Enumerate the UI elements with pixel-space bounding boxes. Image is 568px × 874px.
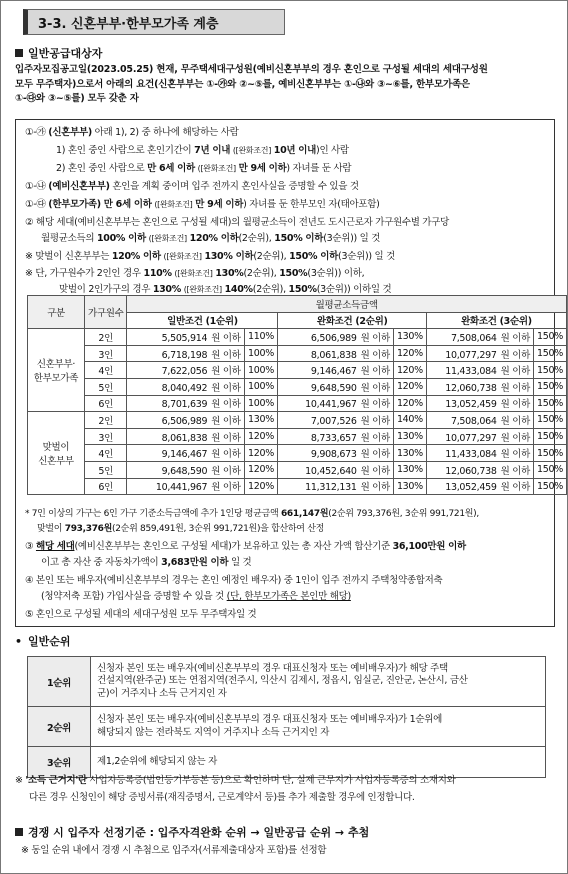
amount-cell: 8,701,639 원 이하 xyxy=(127,395,244,412)
members-cell: 4인 xyxy=(84,445,127,462)
percent-cell: 150% xyxy=(533,345,566,362)
percent-cell: 150% xyxy=(533,395,566,412)
header-cond-2: 완화조건 (2순위) xyxy=(278,312,426,329)
amount-cell: 13,052,459 원 이하 xyxy=(426,478,533,495)
ranking-table xyxy=(27,656,546,778)
note-seven-plus: * 7인 이상의 가구는 6인 가구 기준소득금액에 추가 1인당 평균금액 661,147원(2순위 793,376원, 3순위 991,721원), xyxy=(25,509,479,519)
percent-cell: 150% xyxy=(533,329,566,346)
amount-cell: 8,061,838 원 이하 xyxy=(278,345,393,362)
table-row xyxy=(28,362,567,379)
req-single-parent: ①-㉰ (한부모가족) 만 6세 이하 ([완화조건] 만 9세 이하) 자녀를 둔 한부모인 자(태아포함) xyxy=(25,199,380,210)
table-row xyxy=(28,412,567,429)
group-label: 맞벌이 신혼부부 xyxy=(28,412,85,495)
req-child-age: 2) 혼인 중인 사람으로 만 6세 이하 ([완화조건] 만 9세 이하) 자녀를 둔 사람 xyxy=(56,163,352,174)
selection-note: ※ 동일 순위 내에서 경쟁 시 추첨으로 입주자(서류제출대상자 포함)를 선정함 xyxy=(21,845,327,856)
req-assets: ③ 해당 세대(예비신혼부부는 혼인으로 구성될 세대)가 보유하고 있는 총 자산 가액 합산기준 36,100만원 이하 xyxy=(25,541,466,552)
percent-cell: 100% xyxy=(244,345,278,362)
square-bullet-icon xyxy=(15,828,23,836)
header-cond-3: 완화조건 (3순위) xyxy=(426,312,566,329)
amount-cell: 10,441,967 원 이하 xyxy=(278,395,393,412)
amount-cell: 6,718,198 원 이하 xyxy=(127,345,244,362)
members-cell: 6인 xyxy=(84,478,127,495)
percent-cell: 100% xyxy=(244,378,278,395)
percent-cell: 150% xyxy=(533,428,566,445)
header-members: 가구원수 xyxy=(84,296,127,329)
table-row xyxy=(28,478,567,495)
rank-row xyxy=(28,707,546,747)
note-dual: 맞벌이 793,376원(2순위 859,491원, 3순위 991,721원)을 합산하여 산정 xyxy=(37,524,325,534)
percent-cell: 100% xyxy=(244,362,278,379)
percent-cell: 130% xyxy=(393,428,426,445)
amount-cell: 12,060,738 원 이하 xyxy=(426,461,533,478)
amount-cell: 11,433,084 원 이하 xyxy=(426,445,533,462)
percent-cell: 130% xyxy=(244,412,278,429)
amount-cell: 7,007,526 원 이하 xyxy=(278,412,393,429)
table-row xyxy=(28,329,567,346)
percent-cell: 120% xyxy=(244,428,278,445)
req-income: ② 해당 세대(예비신혼부부는 혼인으로 구성될 세대)의 월평균소득이 전년도 도시근로자 가구원수별 가구당 xyxy=(25,217,449,228)
table-row xyxy=(28,378,567,395)
amount-cell: 7,508,064 원 이하 xyxy=(426,412,533,429)
percent-cell: 130% xyxy=(393,461,426,478)
amount-cell: 12,060,738 원 이하 xyxy=(426,378,533,395)
amount-cell: 8,040,492 원 이하 xyxy=(127,378,244,395)
percent-cell: 120% xyxy=(244,445,278,462)
amount-cell: 11,433,084 원 이하 xyxy=(426,362,533,379)
members-cell: 4인 xyxy=(84,362,127,379)
amount-cell: 7,622,056 원 이하 xyxy=(127,362,244,379)
percent-cell: 140% xyxy=(393,412,426,429)
amount-cell: 6,506,989 원 이하 xyxy=(127,412,244,429)
percent-cell: 120% xyxy=(393,378,426,395)
group-label: 신혼부부· 한부모가족 xyxy=(28,329,85,412)
amount-cell: 10,441,967 원 이하 xyxy=(127,478,244,495)
req-two-person: ※ 단, 가구원수가 2인인 경우 110% ([완화조건] 130%(2순위), 150%(3순위)) 이하, xyxy=(25,268,365,279)
square-bullet-icon xyxy=(15,49,23,57)
members-cell: 5인 xyxy=(84,461,127,478)
general-supply-heading: 일반공급대상자 xyxy=(15,45,102,61)
income-table xyxy=(27,295,567,495)
amount-cell: 10,077,297 원 이하 xyxy=(426,345,533,362)
income-base-note-cont: 다른 경우 신청인이 해당 증빙서류(재직증명서, 근로계약서 등)를 추가 제출할 경우에 인정합니다. xyxy=(29,792,415,803)
amount-cell: 10,452,640 원 이하 xyxy=(278,461,393,478)
amount-cell: 8,733,657 원 이하 xyxy=(278,428,393,445)
percent-cell: 150% xyxy=(533,461,566,478)
req-homeless: ⑤ 혼인으로 구성될 세대의 세대구성원 모두 무주택자일 것 xyxy=(25,609,257,620)
req-savings: ④ 본인 또는 배우자(예비신혼부부의 경우는 혼인 예정인 배우자) 중 1인이 입주 전까지 주택청약종합저축 xyxy=(25,575,443,586)
amount-cell: 6,506,989 원 이하 xyxy=(278,329,393,346)
members-cell: 5인 xyxy=(84,378,127,395)
header-monthly-income: 월평균소득금액 xyxy=(127,296,567,313)
members-cell: 2인 xyxy=(84,329,127,346)
req-two-person-dual: 맞벌이 2인가구의 경우 130% ([완화조건] 140%(2순위), 150%(3순위)) 이하일 것 xyxy=(59,284,392,295)
req-assets-cont: 이고 총 자산 중 자동차가액이 3,683만원 이하 일 것 xyxy=(41,557,252,568)
table-row xyxy=(28,428,567,445)
header-gubun: 구분 xyxy=(28,296,85,329)
rank-label: 2순위 xyxy=(28,707,91,747)
income-base-note: ※ '소득 근거지'란 사업자등록증(법인등기부등본 등)으로 확인하며 단, 실제 근무지가 사업자등록증의 소재지와 xyxy=(15,775,456,786)
header-cond-1: 일반조건 (1순위) xyxy=(127,312,278,329)
percent-cell: 100% xyxy=(244,395,278,412)
percent-cell: 130% xyxy=(393,445,426,462)
general-supply-intro: 입주자모집공고일(2023.05.25) 현재, 무주택세대구성원(예비신혼부부의 경우 혼인으로 구성될 세대의 세대구성원 모두 무주택자)으로서 아래의 요건(신혼부부는 ①-㉮와 ②~⑤를, 예비신혼부부는 ①-㉯와 ③~⑥를, 한부모가족은 ①-㉰와 ③~⑤를) 모두 갖춘 자 xyxy=(15,64,488,104)
percent-cell: 120% xyxy=(393,395,426,412)
amount-cell: 13,052,459 원 이하 xyxy=(426,395,533,412)
amount-cell: 9,146,467 원 이하 xyxy=(127,445,244,462)
rank-content: 제1,2순위에 해당되지 않는 자 xyxy=(91,747,546,778)
percent-cell: 150% xyxy=(533,478,566,495)
rank-content: 신청자 본인 또는 배우자(예비신혼부부의 경우 대표신청자 또는 예비배우자)가 해당 주택 건설지역(완주군) 또는 연접지역(전주시, 익산시 김제시, 정읍시, 임실군, 진안군, 논산시, 금산 군)이 거주지나 소득 근거지인 자 xyxy=(91,657,546,707)
percent-cell: 120% xyxy=(393,362,426,379)
percent-cell: 120% xyxy=(244,461,278,478)
percent-cell: 120% xyxy=(393,345,426,362)
amount-cell: 9,648,590 원 이하 xyxy=(278,378,393,395)
amount-cell: 9,648,590 원 이하 xyxy=(127,461,244,478)
rank-label: 3순위 xyxy=(28,747,91,778)
percent-cell: 130% xyxy=(393,478,426,495)
amount-cell: 11,312,131 원 이하 xyxy=(278,478,393,495)
members-cell: 6인 xyxy=(84,395,127,412)
members-cell: 3인 xyxy=(84,428,127,445)
table-row xyxy=(28,395,567,412)
req-prospective: ①-㉯ (예비신혼부부) 혼인을 계획 중이며 입주 전까지 혼인사실을 증명할 수 있을 것 xyxy=(25,181,359,192)
req-dual-income: ※ 맞벌이 신혼부부는 120% 이하 ([완화조건] 130% 이하(2순위), 150% 이하(3순위)) 일 것 xyxy=(25,251,395,262)
percent-cell: 150% xyxy=(533,378,566,395)
percent-cell: 120% xyxy=(244,478,278,495)
amount-cell: 9,146,467 원 이하 xyxy=(278,362,393,379)
percent-cell: 150% xyxy=(533,445,566,462)
ranking-heading: • 일반순위 xyxy=(15,635,71,648)
req-marriage-period: 1) 혼인 중인 사람으로 혼인기간이 7년 이내 ([완화조건] 10년 이내)인 사람 xyxy=(56,145,349,156)
table-row xyxy=(28,345,567,362)
amount-cell: 5,505,914 원 이하 xyxy=(127,329,244,346)
amount-cell: 10,077,297 원 이하 xyxy=(426,428,533,445)
members-cell: 3인 xyxy=(84,345,127,362)
table-row xyxy=(28,461,567,478)
req-income-cont: 월평균소득의 100% 이하 ([완화조건] 120% 이하(2순위), 150% 이하(3순위)) 일 것 xyxy=(41,233,381,244)
rank-row xyxy=(28,657,546,707)
amount-cell: 8,061,838 원 이하 xyxy=(127,428,244,445)
percent-cell: 150% xyxy=(533,412,566,429)
rank-content: 신청자 본인 또는 배우자(예비신혼부부의 경우 대표신청자 또는 예비배우자)가 1순위에 해당되지 않는 전라북도 지역이 거주지나 소득 근거지인 자 xyxy=(91,707,546,747)
members-cell: 2인 xyxy=(84,412,127,429)
rank-label: 1순위 xyxy=(28,657,91,707)
amount-cell: 9,908,673 원 이하 xyxy=(278,445,393,462)
section-title: 3-3. 신혼부부·한부모가족 계층 xyxy=(23,9,285,35)
percent-cell: 150% xyxy=(533,362,566,379)
req-newlywed: ①-㉮ (신혼부부) 아래 1), 2) 중 하나에 해당하는 사람 xyxy=(25,127,239,138)
selection-heading: 경쟁 시 입주자 선정기준 : 입주자격완화 순위 → 일반공급 순위 → 추첨 xyxy=(15,824,369,840)
req-savings-cont: (청약저축 포함) 가입사실을 증명할 수 있을 것 (단, 한부모가족은 본인만 해당) xyxy=(41,591,351,602)
percent-cell: 130% xyxy=(393,329,426,346)
percent-cell: 110% xyxy=(244,329,278,346)
amount-cell: 7,508,064 원 이하 xyxy=(426,329,533,346)
table-row xyxy=(28,445,567,462)
